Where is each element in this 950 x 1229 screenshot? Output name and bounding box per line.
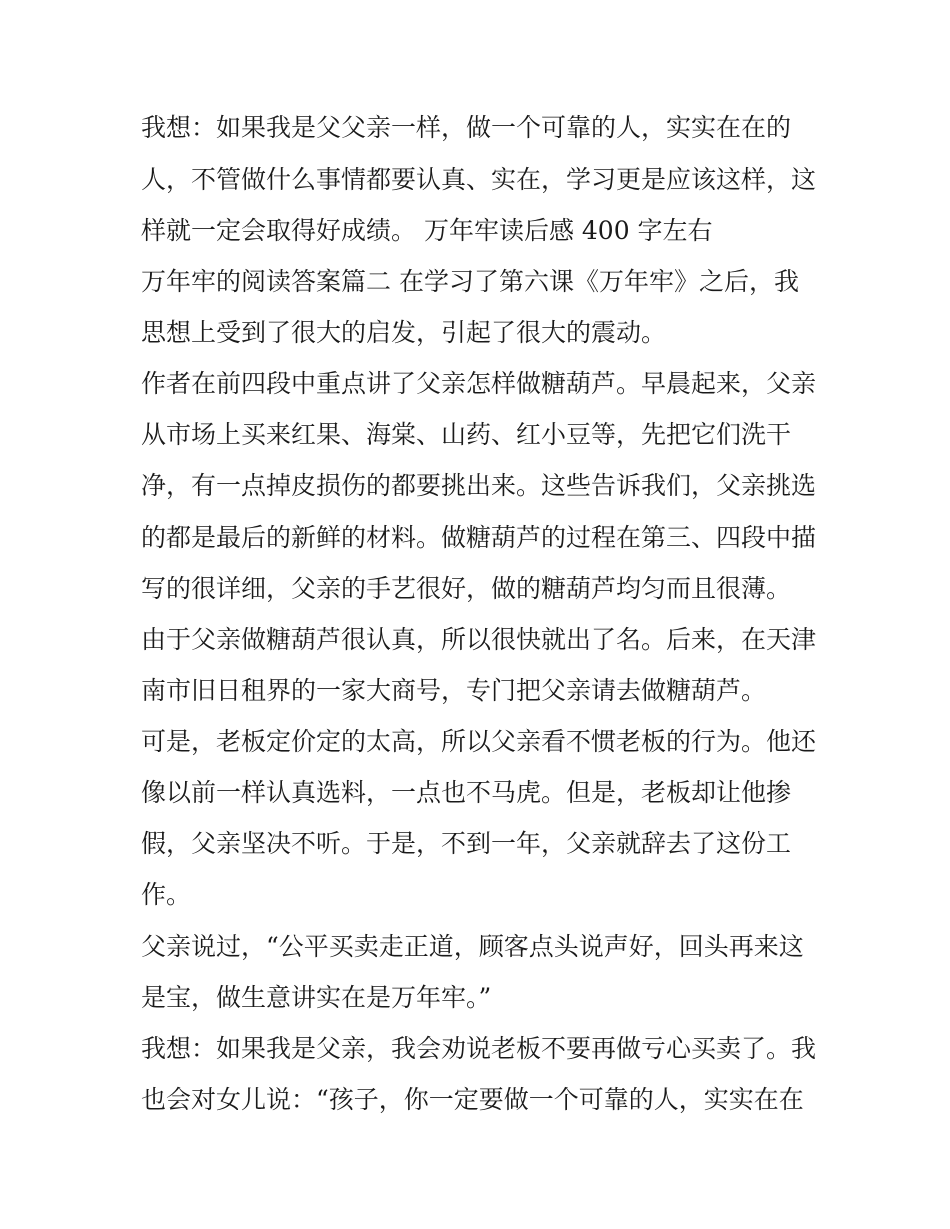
text-line: 可是，老板定价定的太高，所以父亲看不惯老板的行为。他还 [141,727,817,756]
text-line: 作者在前四段中重点讲了父亲怎样做糖葫芦。早晨起来，父亲 [141,369,817,398]
text-line: 南市旧日租界的一家大商号，专门把父亲请去做糖葫芦。 [141,676,767,705]
text-line: 由于父亲做糖葫芦很认真，所以很快就出了名。后来，在天津 [141,625,817,654]
text-line: 思想上受到了很大的启发，引起了很大的震动。 [141,318,667,347]
text-line: 假，父亲坚决不听。于是，不到一年，父亲就辞去了这份工 [141,829,792,858]
text-line: 我想：如果我是父父亲一样，做一个可靠的人，实实在在的 [141,113,792,142]
text-line: 从市场上买来红果、海棠、山药、红小豆等，先把它们洗干 [141,420,792,449]
text-line: 父亲说过，“公平买卖走正道，顾客点头说声好，回头再来这 [141,932,804,961]
text-line: 净，有一点掉皮损伤的都要挑出来。这些告诉我们，父亲挑选 [141,471,817,500]
text-line: 写的很详细，父亲的手艺很好，做的糖葫芦均匀而且很薄。 [141,574,792,603]
text-line: 也会对女儿说：“孩子，你一定要做一个可靠的人，实实在在 [141,1085,804,1114]
text-line: 的都是最后的新鲜的材料。做糖葫芦的过程在第三、四段中描 [141,523,817,552]
text-line: 样就一定会取得好成绩。 万年牢读后感 400 字左右 [141,216,713,245]
text-line: 像以前一样认真选料，一点也不马虎。但是，老板却让他掺 [141,778,792,807]
text-line: 作。 [141,880,192,909]
text-line: 万年牢的阅读答案篇二 在学习了第六课《万年牢》之后，我 [141,267,799,296]
text-line: 我想：如果我是父亲，我会劝说老板不要再做亏心买卖了。我 [141,1034,817,1063]
text-line: 是宝，做生意讲实在是万年牢。” [141,983,492,1012]
text-line: 人，不管做什么事情都要认真、实在，学习更是应该这样，这 [141,165,817,194]
